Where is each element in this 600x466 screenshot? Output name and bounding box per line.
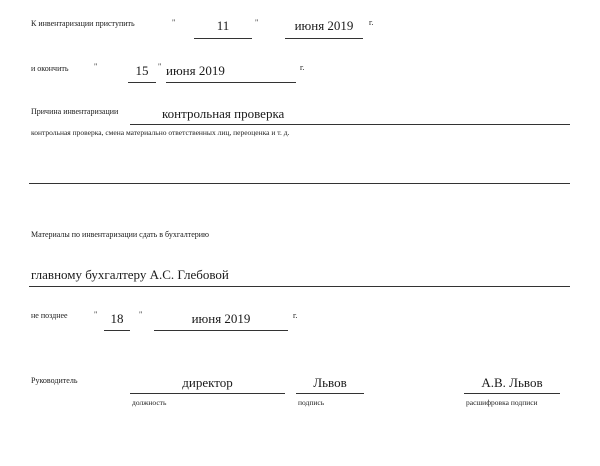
- finish-year-suffix: г.: [300, 63, 305, 72]
- start-close-quote: ": [255, 18, 259, 27]
- deadline-month-field[interactable]: июня 2019: [191, 311, 251, 326]
- head-signature-underline: [296, 393, 364, 394]
- deadline-day-underline: [104, 330, 130, 331]
- head-position-caption: должность: [132, 398, 167, 407]
- deadline-year-suffix: г.: [293, 311, 298, 320]
- reason-underline: [130, 124, 570, 125]
- materials-field[interactable]: главному бухгалтеру А.С. Глебовой: [31, 267, 229, 282]
- finish-day-underline: [128, 82, 156, 83]
- start-label: К инвентаризации приступить: [31, 19, 135, 28]
- reason-label: Причина инвентаризации: [31, 107, 119, 116]
- deadline-day-field[interactable]: 18: [110, 311, 124, 326]
- head-position-underline: [130, 393, 285, 394]
- finish-month-field[interactable]: июня 2019: [166, 63, 225, 78]
- head-signature-field[interactable]: Львов: [313, 375, 347, 390]
- head-position-field[interactable]: директор: [182, 375, 233, 390]
- start-year-suffix: г.: [369, 18, 374, 27]
- reason-extra-line[interactable]: [29, 183, 570, 184]
- reason-field[interactable]: контрольная проверка: [162, 106, 285, 121]
- finish-label: и окончить: [31, 64, 69, 73]
- finish-close-quote: ": [158, 62, 162, 71]
- finish-open-quote: ": [94, 62, 98, 71]
- start-month-underline: [285, 38, 363, 39]
- start-month-field[interactable]: июня 2019: [294, 18, 354, 33]
- head-name-caption: расшифровка подписи: [466, 398, 538, 407]
- start-day-field[interactable]: 11: [216, 18, 230, 33]
- materials-underline: [29, 286, 570, 287]
- head-signature-caption: подпись: [298, 398, 325, 407]
- head-label: Руководитель: [31, 376, 78, 385]
- deadline-open-quote: ": [94, 310, 98, 319]
- finish-day-field[interactable]: 15: [135, 63, 149, 78]
- deadline-month-underline: [154, 330, 288, 331]
- deadline-close-quote: ": [139, 310, 143, 319]
- materials-label: Материалы по инвентаризации сдать в бухгалтерию: [31, 230, 210, 239]
- finish-month-underline: [166, 82, 296, 83]
- head-name-field[interactable]: А.В. Львов: [481, 375, 543, 390]
- start-day-underline: [194, 38, 252, 39]
- start-open-quote: ": [172, 18, 176, 27]
- deadline-label: не позднее: [31, 311, 68, 320]
- head-name-underline: [464, 393, 560, 394]
- reason-hint: контрольная проверка, смена материально ответственных лиц, переоценка и т. д.: [31, 128, 290, 137]
